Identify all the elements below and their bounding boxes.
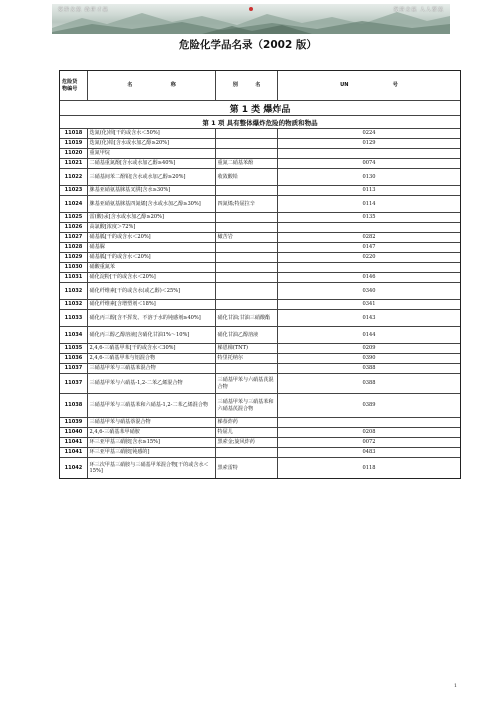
table-row (60, 428, 460, 438)
goods-number-cell: 11037 (60, 364, 88, 373)
un-number-cell: 0220 (362, 254, 376, 261)
un-number-cell: 0135 (362, 214, 376, 221)
un-number-cell: 0209 (362, 345, 376, 352)
sun-icon (249, 7, 253, 11)
alias-cell: 重氮二硝基苯酚 (216, 159, 278, 168)
goods-number-cell: 11027 (60, 233, 88, 242)
table-row (60, 186, 460, 196)
un-number-cell: 0118 (362, 464, 376, 471)
name-cell: 2,4,6-三硝基苯甲硝胺 (88, 428, 216, 437)
alias-cell: 硝化甘油乙醇溶液 (216, 327, 278, 343)
header-alias-char1: 别 (232, 82, 238, 89)
alias-cell (216, 243, 278, 252)
alias-cell (216, 364, 278, 373)
header-name (88, 71, 216, 100)
alias-cell (216, 253, 278, 262)
goods-number-cell: 11025 (60, 213, 88, 222)
alias-cell (216, 273, 278, 282)
name-cell: 迭氮(化)铅[含水或水加乙醇≥20%] (88, 139, 216, 148)
goods-number-cell: 11024 (60, 196, 88, 212)
table-row (60, 273, 460, 283)
table-row (60, 139, 460, 149)
goods-number-cell: 11042 (60, 458, 88, 478)
goods-number-cell: 11021 (60, 159, 88, 168)
goods-number-cell: 11031 (60, 273, 88, 282)
table-row (60, 253, 460, 263)
document-title: 危险化学品名录（2002 版） (179, 39, 317, 51)
banner-left-slogan: 爱拼会赢 敢拼才赢 (58, 7, 109, 13)
name-cell: 脒基亚硝氨基脒基四氮烯[含水或水加乙醇≥30%] (88, 196, 216, 212)
un-number-cell: 0074 (362, 160, 376, 167)
header-goods-number-line2: 物编号 (62, 85, 78, 92)
goods-number-cell: 11038 (60, 394, 88, 417)
un-number-cell (278, 263, 460, 272)
goods-number-cell: 11019 (60, 139, 88, 148)
goods-number-cell: 11033 (60, 310, 88, 326)
un-number-cell: 0340 (362, 287, 376, 294)
name-cell: 三硝基甲苯与三硝基苯和六硝基-1,2-二苯乙烯混合物 (88, 394, 216, 417)
un-number-cell: 0130 (362, 173, 376, 180)
name-cell: 二硝基重氮酚[含水或水加乙醇≥40%] (88, 159, 216, 168)
table-row (60, 233, 460, 243)
alias-cell: 四氮烯;特屈拉辛 (216, 196, 278, 212)
item-heading: 第 1 项 具有整体爆炸危险的物质和物品 (60, 116, 460, 129)
table-row (60, 300, 460, 310)
un-number-cell: 0483 (362, 449, 376, 456)
un-number-cell: 0224 (362, 130, 376, 137)
alias-cell (216, 283, 278, 299)
un-number-cell: 0113 (362, 187, 376, 194)
name-cell: 重氮甲烷 (88, 149, 216, 158)
un-number-cell: 0129 (362, 140, 376, 147)
un-number-cell (278, 149, 460, 158)
un-number-cell: 0147 (362, 244, 376, 251)
table-row (60, 263, 460, 273)
goods-number-cell: 11036 (60, 354, 88, 363)
table-row (60, 169, 460, 186)
alias-cell (216, 213, 278, 222)
name-cell: 迭氮(化)钡[干的或含水＜50%] (88, 129, 216, 138)
goods-number-cell: 11035 (60, 344, 88, 353)
alias-cell: 梯萘炸药 (216, 418, 278, 427)
goods-number-cell: 11020 (60, 149, 88, 158)
un-number-cell: 0144 (362, 331, 376, 338)
goods-number-cell: 11041 (60, 438, 88, 447)
header-goods-number-line1: 危险货 (62, 79, 78, 86)
name-cell: 硝基胍[干的或含水＜20%] (88, 233, 216, 242)
alias-cell (216, 129, 278, 138)
goods-number-cell: 11032 (60, 283, 88, 299)
class-heading: 第 1 类 爆炸品 (60, 101, 460, 116)
name-cell: 硝化纤维素[含增塑剂＜18%] (88, 300, 216, 309)
table-row (60, 243, 460, 253)
un-number-cell: 0389 (362, 402, 376, 409)
goods-number-cell: 11028 (60, 243, 88, 252)
hazardous-chemicals-table (59, 70, 461, 479)
alias-cell (216, 223, 278, 232)
table-row (60, 344, 460, 354)
un-number-cell: 0072 (362, 439, 376, 446)
name-cell: 硝基胍[干的或含水＜20%] (88, 253, 216, 262)
table-row (60, 149, 460, 159)
name-cell: 脒基亚硝氨基脒基叉肼[含水≥30%] (88, 186, 216, 195)
name-cell: 三硝基甲苯与硝基萘混合物 (88, 418, 216, 427)
un-number-cell: 0390 (362, 355, 376, 362)
un-number-cell (278, 418, 460, 427)
un-number-cell: 0146 (362, 274, 376, 281)
un-number-cell (278, 223, 460, 232)
header-banner (52, 4, 450, 34)
goods-number-cell: 11032 (60, 300, 88, 309)
name-cell: 2,4,6-三硝基甲苯与铝混合物 (88, 354, 216, 363)
table-row (60, 213, 460, 223)
alias-cell (216, 448, 278, 457)
goods-number-cell: 11026 (60, 223, 88, 232)
goods-number-cell: 11022 (60, 169, 88, 185)
un-number-cell: 0114 (362, 200, 376, 207)
header-name-char1: 名 (127, 82, 133, 89)
alias-cell: 特屈儿 (216, 428, 278, 437)
name-cell: 硝酸重氮苯 (88, 263, 216, 272)
alias-cell (216, 139, 278, 148)
page-number: 1 (453, 683, 457, 689)
table-row (60, 394, 460, 418)
name-cell: 硝化淀粉[干的或含水＜20%] (88, 273, 216, 282)
table-row (60, 310, 460, 327)
table-row (60, 196, 460, 213)
goods-number-cell: 11030 (60, 263, 88, 272)
name-cell: 硝化丙三醇[含不挥发、不溶于水的钝感剂≥40%] (88, 310, 216, 326)
goods-number-cell: 11039 (60, 418, 88, 427)
table-row (60, 159, 460, 169)
header-alias-char2: 名 (255, 82, 261, 89)
name-cell: 硝化丙三醇乙醇溶液[含硝化甘油1%～10%] (88, 327, 216, 343)
name-cell: 2,4,6-三硝基甲苯[干的或含水＜30%] (88, 344, 216, 353)
table-header-row (60, 71, 460, 101)
alias-cell: 橄苦岩 (216, 233, 278, 242)
name-cell: 硝基脲 (88, 243, 216, 252)
table-row (60, 458, 460, 478)
alias-cell (216, 186, 278, 195)
name-cell: 高氯酸[浓度＞72%] (88, 223, 216, 232)
table-row (60, 354, 460, 364)
alias-cell: 三硝基甲苯与三硝基苯和六硝基芪混合物 (216, 394, 278, 417)
un-number-cell: 0388 (362, 380, 376, 387)
table-row (60, 448, 460, 458)
table-row (60, 418, 460, 428)
un-number-cell: 0143 (362, 314, 376, 321)
table-row (60, 364, 460, 374)
table-row (60, 327, 460, 344)
name-cell: 环三亚甲基三硝胺[含水≥15%] (88, 438, 216, 447)
name-cell: 雷(酸)汞[含水或水加乙醇≥20%] (88, 213, 216, 222)
un-number-cell: 0282 (362, 234, 376, 241)
alias-cell: 特里托纳尔 (216, 354, 278, 363)
alias-cell (216, 300, 278, 309)
banner-right-slogan: 爱拼会赢 人人都赢 (393, 7, 444, 13)
name-cell: 三硝基间苯二酚铅[含水或水加乙醇≥20%] (88, 169, 216, 185)
alias-cell (216, 263, 278, 272)
table-row (60, 374, 460, 394)
alias-cell: 三硝基甲苯与六硝基芪混合物 (216, 374, 278, 393)
name-cell: 三硝基甲苯与六硝基-1,2-二苯乙烯混合物 (88, 374, 216, 393)
table-row (60, 223, 460, 233)
goods-number-cell: 11018 (60, 129, 88, 138)
goods-number-cell: 11041 (60, 448, 88, 457)
un-number-cell: 0208 (362, 429, 376, 436)
goods-number-cell: 11029 (60, 253, 88, 262)
header-goods-number (60, 71, 88, 100)
table-row (60, 438, 460, 448)
goods-number-cell: 11023 (60, 186, 88, 195)
alias-cell: 梯恩梯(TNT) (216, 344, 278, 353)
table-row (60, 283, 460, 300)
alias-cell: 收敛酸铅 (216, 169, 278, 185)
name-cell: 环三次甲基三硝胺与三硝基甲苯混合物[干的或含水＜15%] (88, 458, 216, 478)
table-body (60, 129, 460, 478)
name-cell: 环三亚甲基三硝胺[钝感的] (88, 448, 216, 457)
alias-cell (216, 149, 278, 158)
alias-cell: 黑索金;旋风炸药 (216, 438, 278, 447)
un-number-cell: 0341 (362, 301, 376, 308)
header-name-char2: 称 (170, 82, 176, 89)
header-un-suffix: 号 (392, 82, 398, 89)
table-row (60, 129, 460, 139)
alias-cell: 硝化甘油;甘油三硝酸酯 (216, 310, 278, 326)
un-number-cell: 0388 (362, 365, 376, 372)
header-un-label: UN (340, 82, 349, 89)
header-alias (216, 71, 278, 100)
name-cell: 硝化纤维素[干的或含水(或乙醇)＜25%] (88, 283, 216, 299)
goods-number-cell: 11034 (60, 327, 88, 343)
name-cell: 三硝基甲苯与三硝基苯混合物 (88, 364, 216, 373)
goods-number-cell: 11037 (60, 374, 88, 393)
goods-number-cell: 11040 (60, 428, 88, 437)
header-un-number (278, 71, 460, 100)
alias-cell: 黑索雷特 (216, 458, 278, 478)
